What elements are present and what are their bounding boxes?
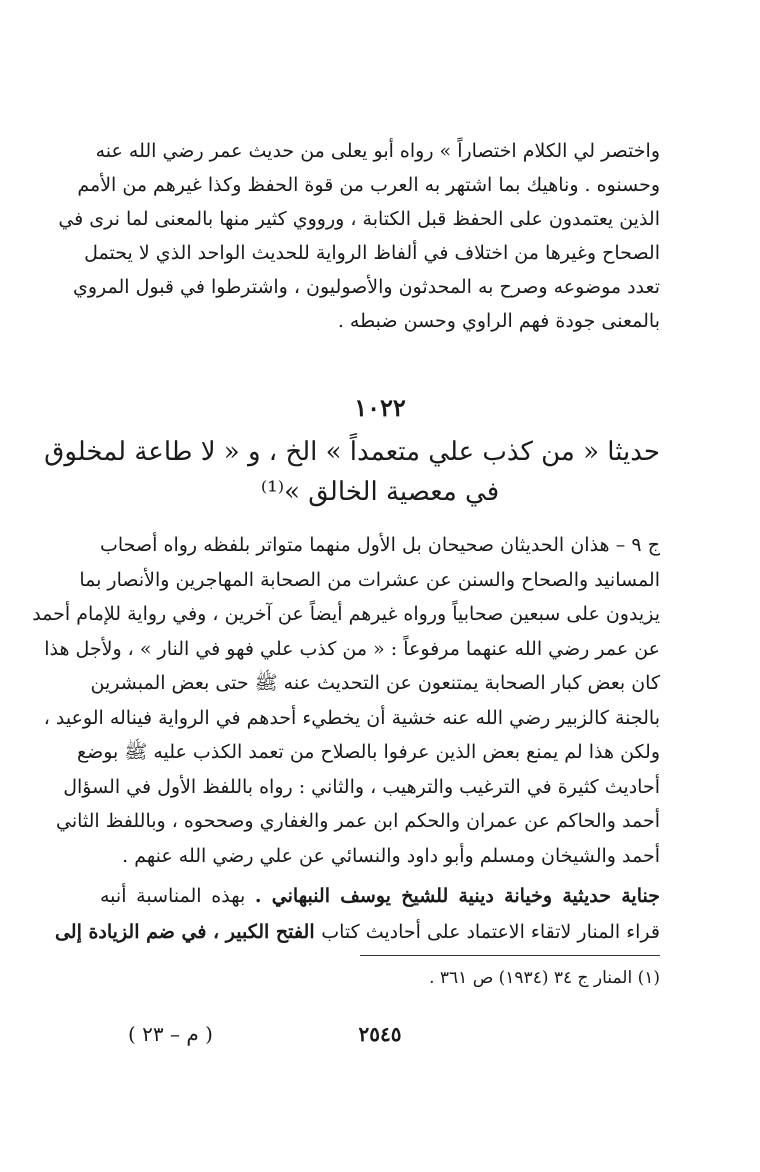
text-line: المسانيد والصحاح والسنن عن عشرات من الصحابة المهاجرين والأنصار بما	[79, 568, 660, 591]
text-line: وحسنوه . وناهيك بما اشتهر به العرب من قوة الحفظ وكذا غيرهم من الأمم	[77, 174, 660, 196]
main-paragraph	[32, 528, 660, 873]
footnote: (١) المنار ج ٣٤ (١٩٣٤) ص ٣٦١ .	[429, 968, 660, 988]
text-line: كان بعض كبار الصحابة يمتنعون عن التحديث عنه ﷺ حتى بعض المبشرين	[90, 672, 660, 694]
heading-line: حديثا « من كذب علي متعمداً » الخ ، و « لا طاعة لمخلوق	[44, 437, 660, 467]
text-line: يزيدون على سبعين صحابياً ورواه غيرهم أيضاً عن آخرين ، وفي رواية للإمام أحمد	[32, 603, 660, 625]
text-line: واختصر لي الكلام اختصاراً » رواه أبو يعلى من حديث عمر رضي الله عنه	[95, 140, 660, 162]
signature-mark: ( م – ٢٣ )	[128, 1022, 213, 1046]
section-heading	[44, 432, 660, 512]
heading-line: في معصية الخالق »⁽¹⁾	[260, 477, 500, 507]
text-line	[100, 878, 660, 914]
text-line: الصحاح وغيرها من اختلاف في ألفاظ الرواية للحديث الواحد الذي لا يحتمل	[84, 242, 660, 264]
text-line: أحمد والشيخان ومسلم وأبو داود والنسائي عن علي رضي الله عنهم .	[122, 844, 660, 867]
text-run: بهذه المناسبة أنبه	[100, 885, 255, 907]
text-line	[54, 914, 660, 950]
text-line: ولكن هذا لم يمنع بعض الذين عرفوا بالصلاح من تعمد الكذب عليه ﷺ بوضع	[76, 741, 660, 763]
text-line: تعدد موضوعه وصرح به المحدثون والأصوليون ، واشترطوا في قبول المروي	[72, 276, 660, 298]
text-line: أحاديث كثيرة في الترغيب والترهيب ، والثاني : رواه باللفظ الأول في السؤال	[63, 775, 660, 798]
bold-title: جناية حديثية وخيانة دينية للشيخ يوسف النبهاني .	[254, 885, 660, 907]
page-number: ٢٥٤٥	[358, 1022, 402, 1046]
bottom-paragraph	[54, 878, 660, 950]
footnote-divider	[360, 955, 660, 956]
text-line: الذين يعتمدون على الحفظ قبل الكتابة ، ورووي كثير منها بالمعنى لما نرى في	[58, 208, 660, 230]
bold-book-title: الفتح الكبير ، في ضم الزيادة إلى	[54, 921, 322, 943]
text-line: بالجنة كالزبير رضي الله عنه خشية أن يخطيء أحدهم في الرواية فيناله الوعيد ،	[43, 706, 660, 729]
top-paragraph	[58, 134, 660, 338]
text-line: ج ٩ – هذان الحديثان صحيحان بل الأول منهما متواتر بلفظه رواه أصحاب	[100, 534, 660, 556]
text-run: قراء المنار لاتقاء الاعتماد على أحاديث كتاب	[321, 921, 660, 943]
text-line: عن عمر رضي الله عنهما مرفوعاً : « من كذب علي فهو في النار » ، ولأجل هذا	[44, 637, 660, 660]
text-line: أحمد والحاكم عن عمران والحكم ابن عمر والغفاري وصححوه ، وباللفظ الثاني	[55, 810, 660, 832]
section-number: ١٠٢٢	[354, 393, 406, 422]
text-line: بالمعنى جودة فهم الراوي وحسن ضبطه .	[337, 310, 660, 332]
